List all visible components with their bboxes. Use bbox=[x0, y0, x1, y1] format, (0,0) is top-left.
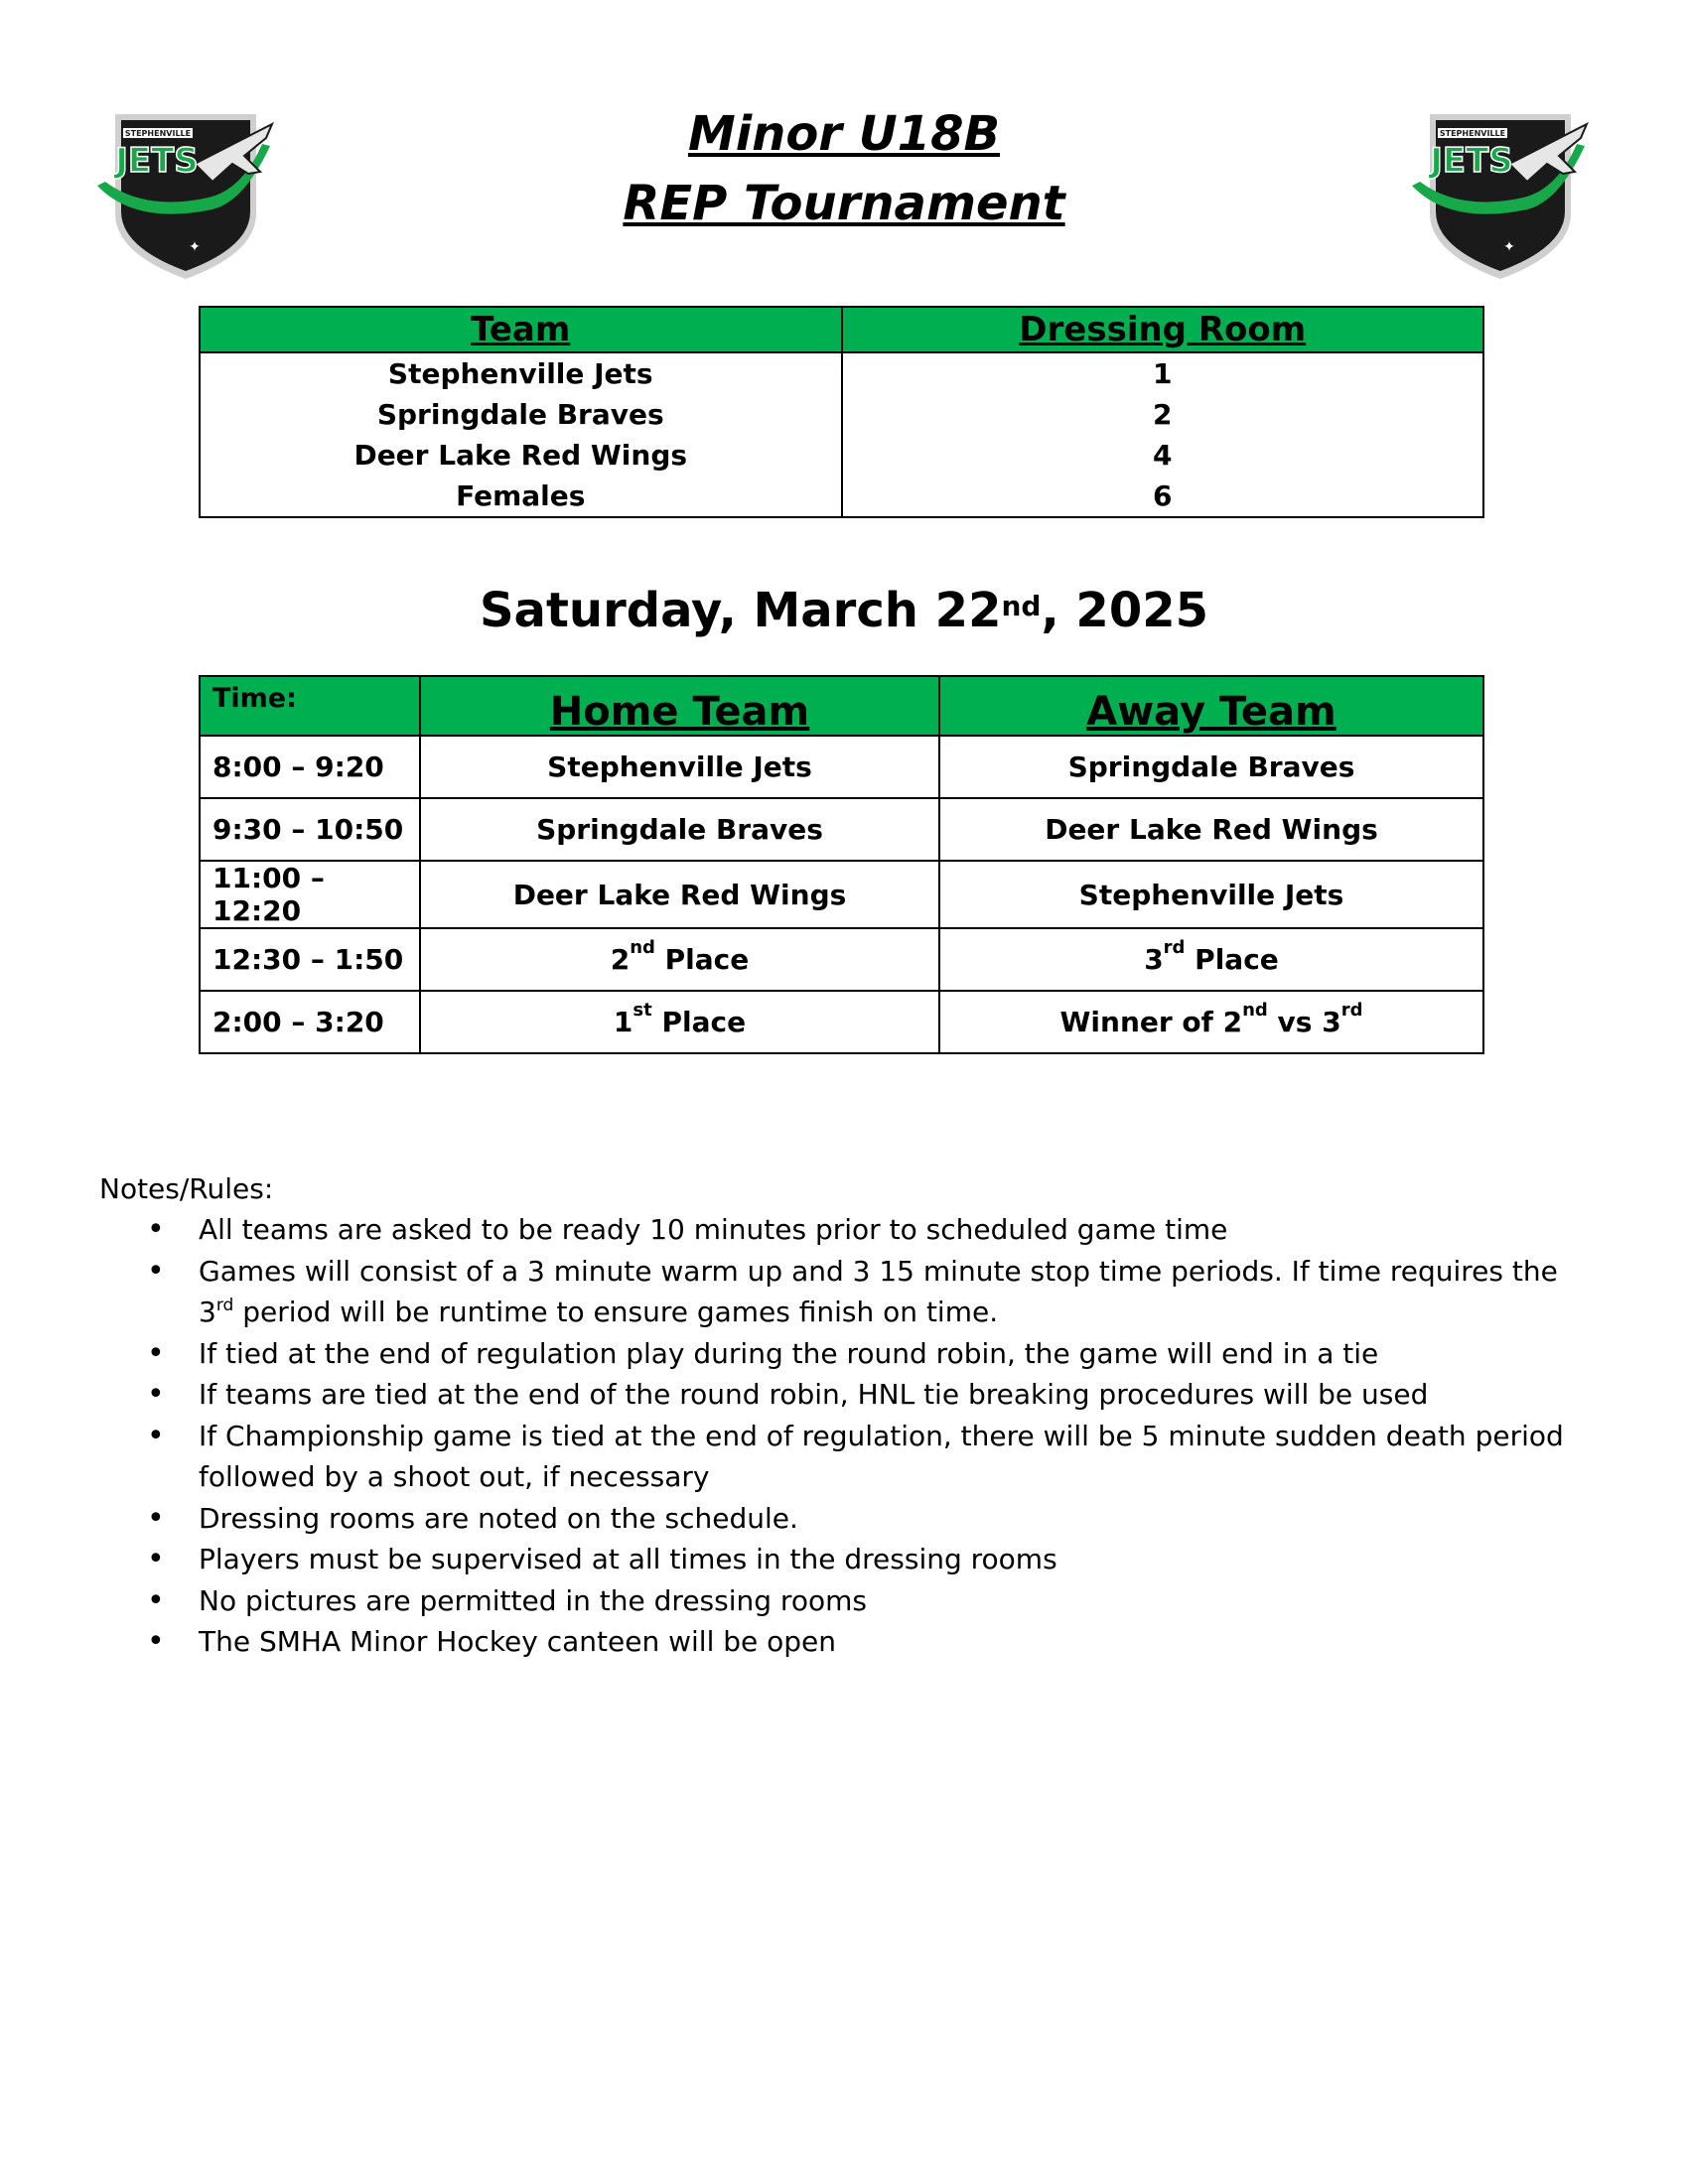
home-team: 2nd Place bbox=[420, 928, 939, 991]
notes-heading: Notes/Rules: bbox=[99, 1172, 274, 1205]
column-header-team: Team bbox=[200, 307, 842, 352]
home-team: Stephenville Jets bbox=[420, 736, 939, 798]
svg-text:✦: ✦ bbox=[1503, 239, 1515, 255]
list-item: • The SMHA Minor Hockey canteen will be open bbox=[99, 1621, 1579, 1663]
home-team: 1st Place bbox=[420, 991, 939, 1053]
table-row bbox=[200, 798, 1483, 861]
room-number: 1 bbox=[842, 352, 1484, 394]
list-item: • If teams are tied at the end of the round robin, HNL tie breaking procedures will be used bbox=[99, 1374, 1579, 1416]
column-header-home-team: Home Team bbox=[420, 676, 939, 736]
svg-text:JETS: JETS bbox=[115, 141, 199, 181]
list-item: • If Championship game is tied at the end of regulation, there will be 5 minute sudden death period followed by a shoot out, if necessary bbox=[99, 1416, 1579, 1498]
svg-text:✦: ✦ bbox=[189, 239, 201, 255]
svg-text:JETS: JETS bbox=[1430, 141, 1513, 181]
schedule-date-heading: Saturday, March 22nd, 2025 bbox=[479, 583, 1209, 638]
table-row bbox=[200, 476, 1483, 517]
column-header-dressing-room: Dressing Room bbox=[842, 307, 1484, 352]
table-row bbox=[200, 736, 1483, 798]
game-time: 9:30 – 10:50 bbox=[200, 798, 420, 861]
table-row bbox=[200, 352, 1483, 394]
svg-text:STEPHENVILLE: STEPHENVILLE bbox=[124, 129, 192, 138]
game-time: 11:00 – 12:20 bbox=[200, 861, 420, 928]
away-team: 3rd Place bbox=[939, 928, 1483, 991]
game-time: 12:30 – 1:50 bbox=[200, 928, 420, 991]
room-number: 6 bbox=[842, 476, 1484, 517]
list-item: • If tied at the end of regulation play during the round robin, the game will end in a tie bbox=[99, 1333, 1579, 1375]
table-row bbox=[200, 435, 1483, 476]
table-row bbox=[200, 991, 1483, 1053]
list-item: • All teams are asked to be ready 10 minutes prior to scheduled game time bbox=[99, 1209, 1579, 1251]
game-time: 8:00 – 9:20 bbox=[200, 736, 420, 798]
home-team: Springdale Braves bbox=[420, 798, 939, 861]
home-team: Deer Lake Red Wings bbox=[420, 861, 939, 928]
list-item: • No pictures are permitted in the dressing rooms bbox=[99, 1580, 1579, 1622]
table-row bbox=[200, 394, 1483, 435]
table-row bbox=[200, 861, 1483, 928]
team-name: Springdale Braves bbox=[200, 394, 842, 435]
list-item: • Dressing rooms are noted on the schedule. bbox=[99, 1498, 1579, 1540]
notes-list bbox=[99, 1209, 1579, 1663]
game-schedule-table bbox=[199, 675, 1484, 1054]
team-name: Females bbox=[200, 476, 842, 517]
table-row bbox=[200, 928, 1483, 991]
room-number: 4 bbox=[842, 435, 1484, 476]
room-number: 2 bbox=[842, 394, 1484, 435]
away-team: Stephenville Jets bbox=[939, 861, 1483, 928]
away-team: Deer Lake Red Wings bbox=[939, 798, 1483, 861]
away-team: Winner of 2nd vs 3rd bbox=[939, 991, 1483, 1053]
dressing-room-table bbox=[199, 306, 1484, 518]
page-title: Minor U18B bbox=[687, 106, 1001, 162]
svg-text:STEPHENVILLE: STEPHENVILLE bbox=[1439, 129, 1506, 138]
team-name: Stephenville Jets bbox=[200, 352, 842, 394]
column-header-away-team: Away Team bbox=[939, 676, 1483, 736]
game-time: 2:00 – 3:20 bbox=[200, 991, 420, 1053]
list-item: • Players must be supervised at all times in the dressing rooms bbox=[99, 1539, 1579, 1580]
column-header-time: Time: bbox=[200, 676, 420, 736]
list-item: • Games will consist of a 3 minute warm up and 3 15 minute stop time periods. If time requires the 3rd period will be runtime to ensure games finish on time. bbox=[99, 1251, 1579, 1333]
team-name: Deer Lake Red Wings bbox=[200, 435, 842, 476]
page-subtitle: REP Tournament bbox=[623, 176, 1065, 231]
away-team: Springdale Braves bbox=[939, 736, 1483, 798]
